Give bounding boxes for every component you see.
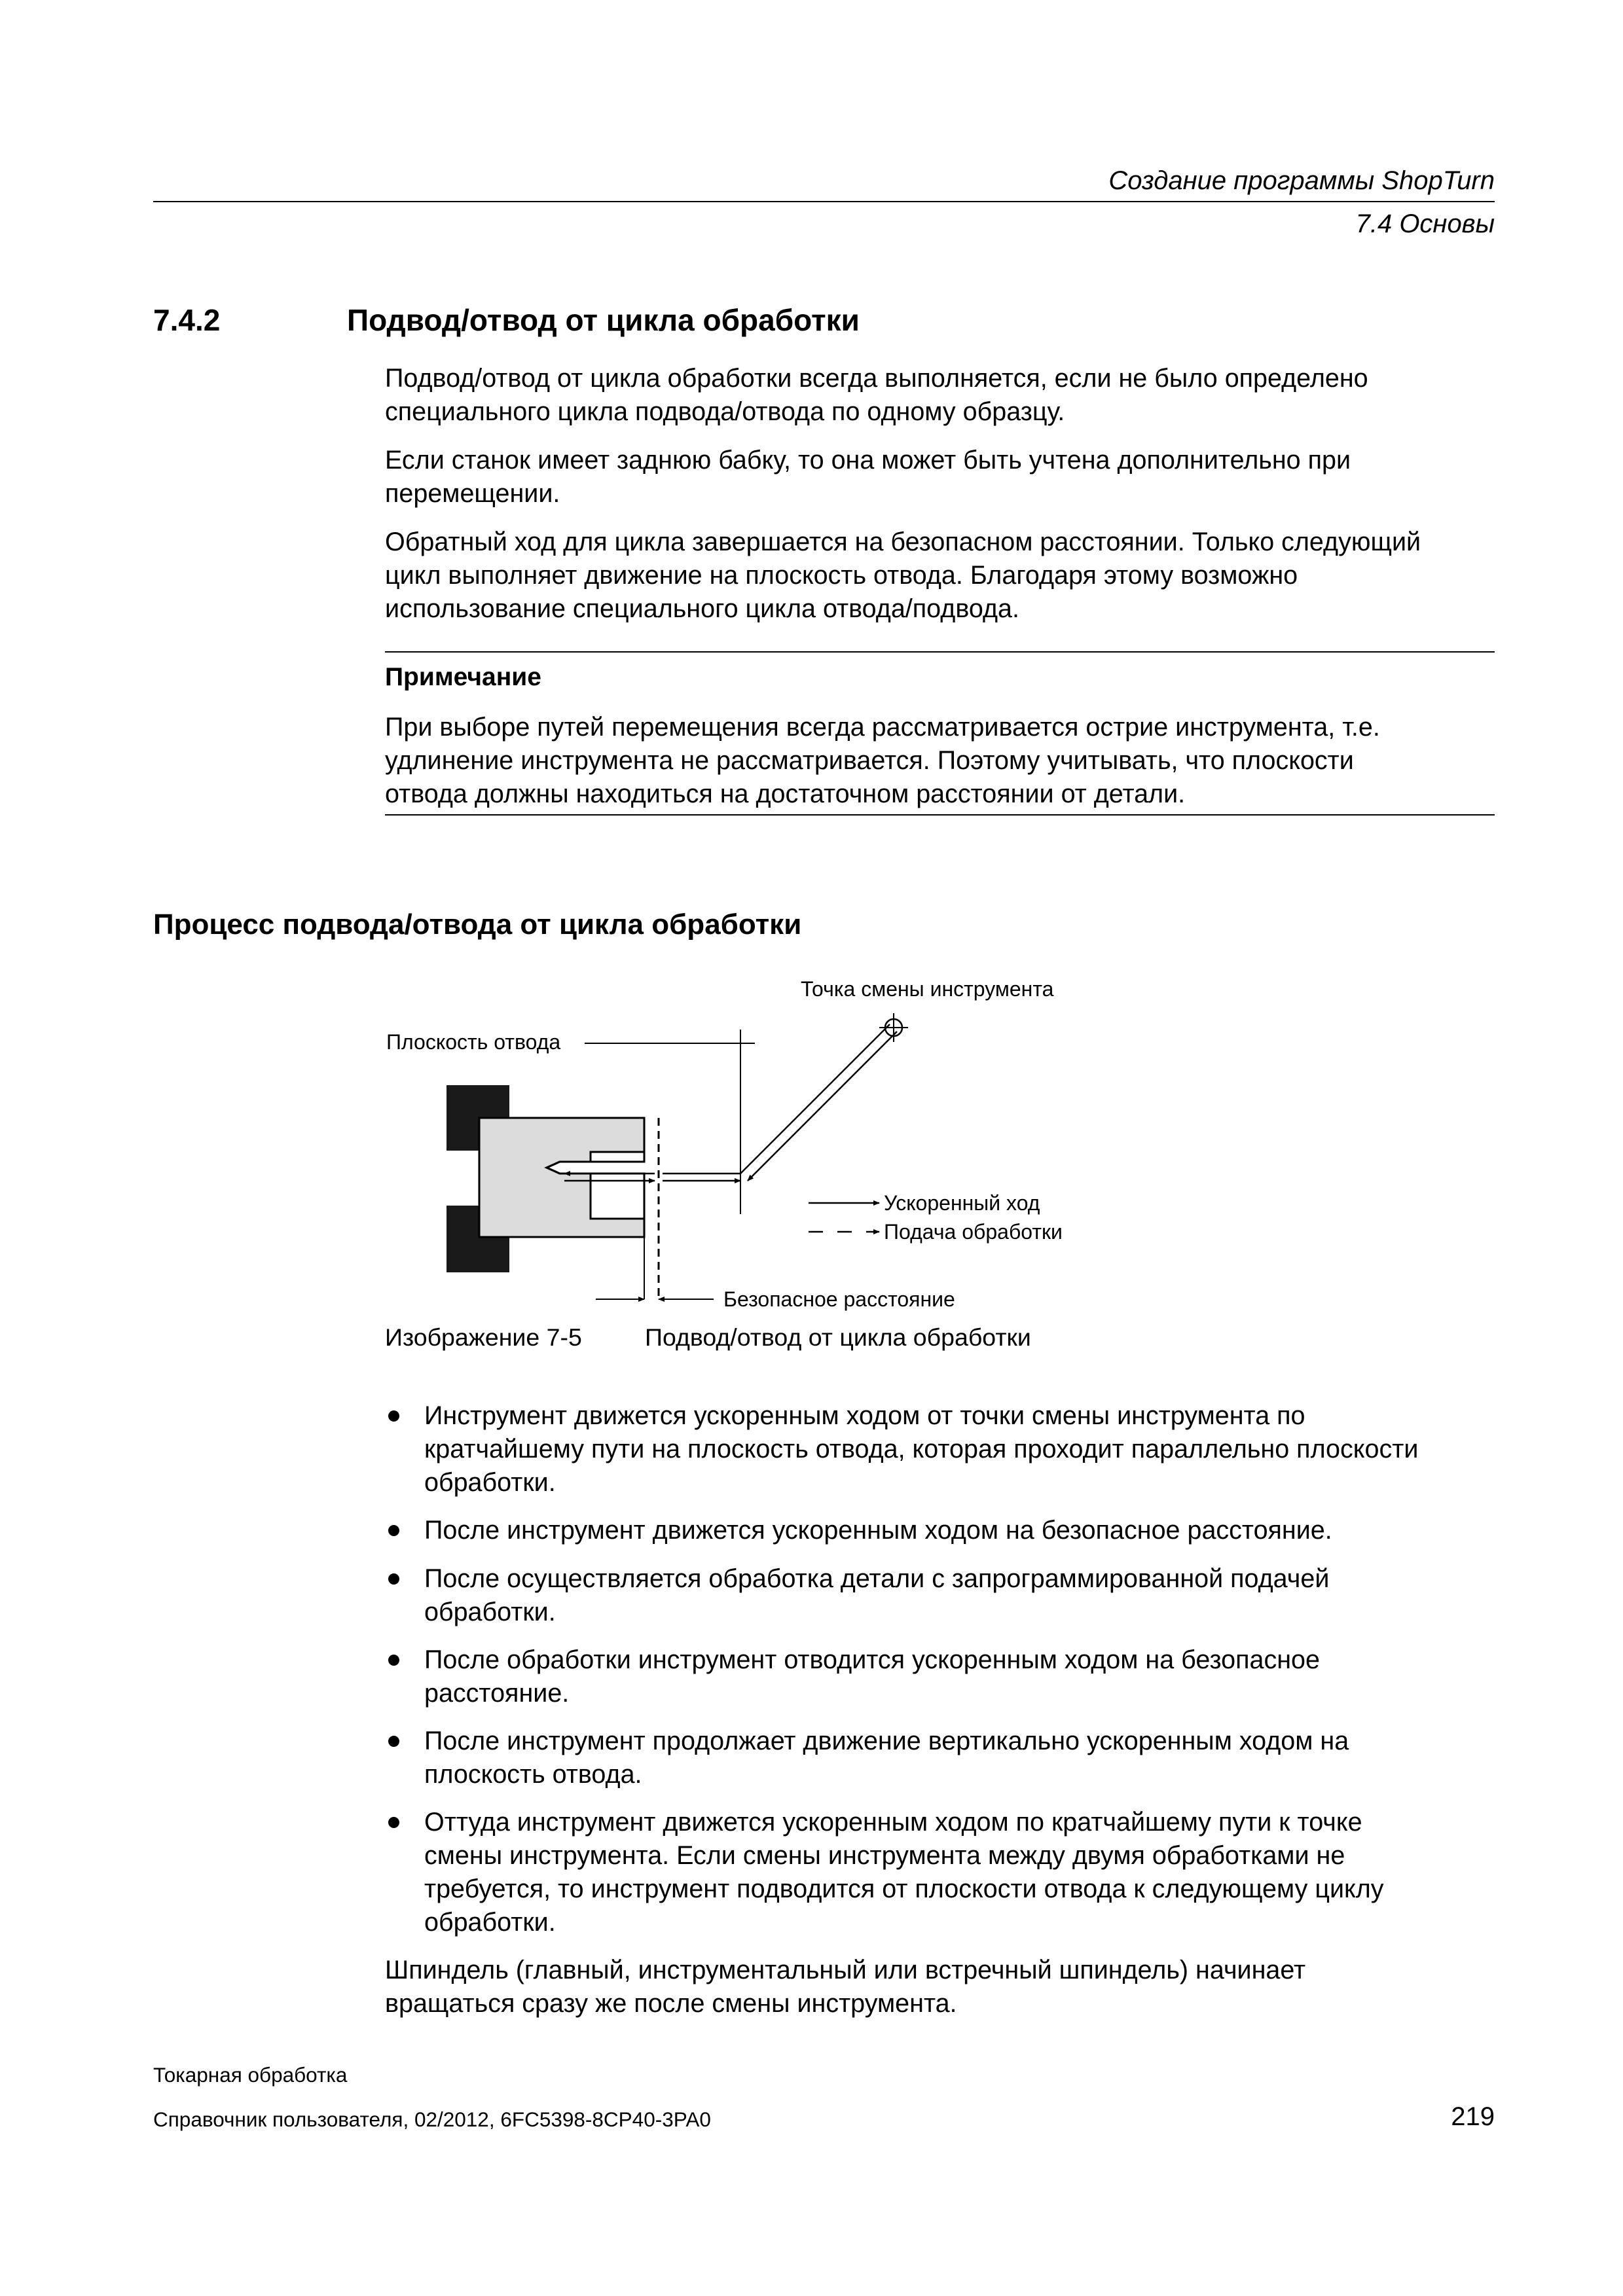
page-number: 219 — [1451, 2102, 1495, 2131]
subheading: Процесс подвода/отвода от цикла обработки — [153, 908, 802, 941]
bullet-line: смены инструмента. Если смены инструмента между двумя обработками не — [424, 1841, 1345, 1870]
bullet-icon — [388, 1525, 399, 1536]
bullet-line: После обработки инструмент отводится ускоренным ходом на безопасное — [424, 1645, 1320, 1674]
paragraph-line: вращаться сразу же после смены инструмента. — [385, 1989, 957, 2018]
paragraph-line: цикл выполняет движение на плоскость отвода. Благодаря этому возможно — [385, 561, 1298, 590]
bullet-icon — [388, 1817, 399, 1828]
tool-change-point-label: Точка смены инструмента — [801, 977, 1054, 1001]
bullet-line: После осуществляется обработка детали с запрограммированной подачей — [424, 1564, 1330, 1593]
running-header-section: 7.4 Основы — [1355, 209, 1495, 238]
bullet-line: кратчайшему пути на плоскость отвода, которая проходит параллельно плоскости — [424, 1435, 1419, 1463]
bullet-line: После инструмент движется ускоренным ходом на безопасное расстояние. — [424, 1516, 1332, 1545]
note-line: При выборе путей перемещения всегда рассматривается острие инструмента, т.е. — [385, 713, 1380, 742]
machining-feed-label: Подача обработки — [884, 1220, 1063, 1244]
rapid-traverse-label: Ускоренный ход — [884, 1191, 1040, 1215]
bullet-line: расстояние. — [424, 1679, 570, 1708]
retract-plane-label: Плоскость отвода — [386, 1030, 561, 1054]
paragraph-line: Подвод/отвод от цикла обработки всегда выполняется, если не было определено — [385, 364, 1368, 393]
bullet-icon — [388, 1655, 399, 1666]
bullet-line: Инструмент движется ускоренным ходом от точки смены инструмента по — [424, 1401, 1305, 1430]
running-header-chapter: Создание программы ShopTurn — [1108, 166, 1495, 195]
paragraph-line: использование специального цикла отвода/подвода. — [385, 594, 1019, 623]
footer-product: Токарная обработка — [153, 2063, 348, 2087]
bullet-line: обработки. — [424, 1908, 556, 1937]
section-number: 7.4.2 — [153, 303, 221, 337]
bullet-line: обработки. — [424, 1468, 556, 1497]
figure-caption-title: Подвод/отвод от цикла обработки — [645, 1323, 1031, 1351]
bullet-line: обработки. — [424, 1598, 556, 1626]
figure-caption-number: Изображение 7-5 — [385, 1323, 582, 1351]
closing-paragraph — [385, 1954, 1511, 2020]
note-title: Примечание — [385, 663, 541, 691]
bullet-icon — [388, 1410, 399, 1422]
note-line: удлинение инструмента не рассматривается. Поэтому учитывать, что плоскости — [385, 746, 1354, 775]
bullet-line: требуется, то инструмент подводится от плоскости отвода к следующему циклу — [424, 1874, 1384, 1903]
paragraph-line: Если станок имеет заднюю бабку, то она может быть учтена дополнительно при — [385, 446, 1351, 475]
paragraph-line: Обратный ход для цикла завершается на безопасном расстоянии. Только следующий — [385, 528, 1421, 556]
rapid-path-2 — [748, 1031, 897, 1181]
rapid-path-1 — [740, 1024, 890, 1174]
bullet-line: плоскость отвода. — [424, 1760, 642, 1789]
safety-distance-label: Безопасное расстояние — [723, 1287, 955, 1311]
bullet-line: Оттуда инструмент движется ускоренным ходом по кратчайшему пути к точке — [424, 1808, 1362, 1837]
section-title: Подвод/отвод от цикла обработки — [347, 303, 860, 337]
bullet-line: После инструмент продолжает движение вертикально ускоренным ходом на — [424, 1727, 1349, 1755]
bullet-icon — [388, 1736, 399, 1747]
paragraph-line: перемещении. — [385, 479, 560, 508]
paragraph-line: Шпиндель (главный, инструментальный или встречный шпиндель) начинает — [385, 1956, 1306, 1984]
bullet-icon — [388, 1573, 399, 1585]
workpiece — [479, 1118, 644, 1237]
paragraph-line: специального цикла подвода/отвода по одному образцу. — [385, 397, 1065, 426]
footer-document: Справочник пользователя, 02/2012, 6FC5398-8CP40-3PA0 — [153, 2108, 711, 2131]
note-line: отвода должны находиться на достаточном расстоянии от детали. — [385, 780, 1186, 808]
